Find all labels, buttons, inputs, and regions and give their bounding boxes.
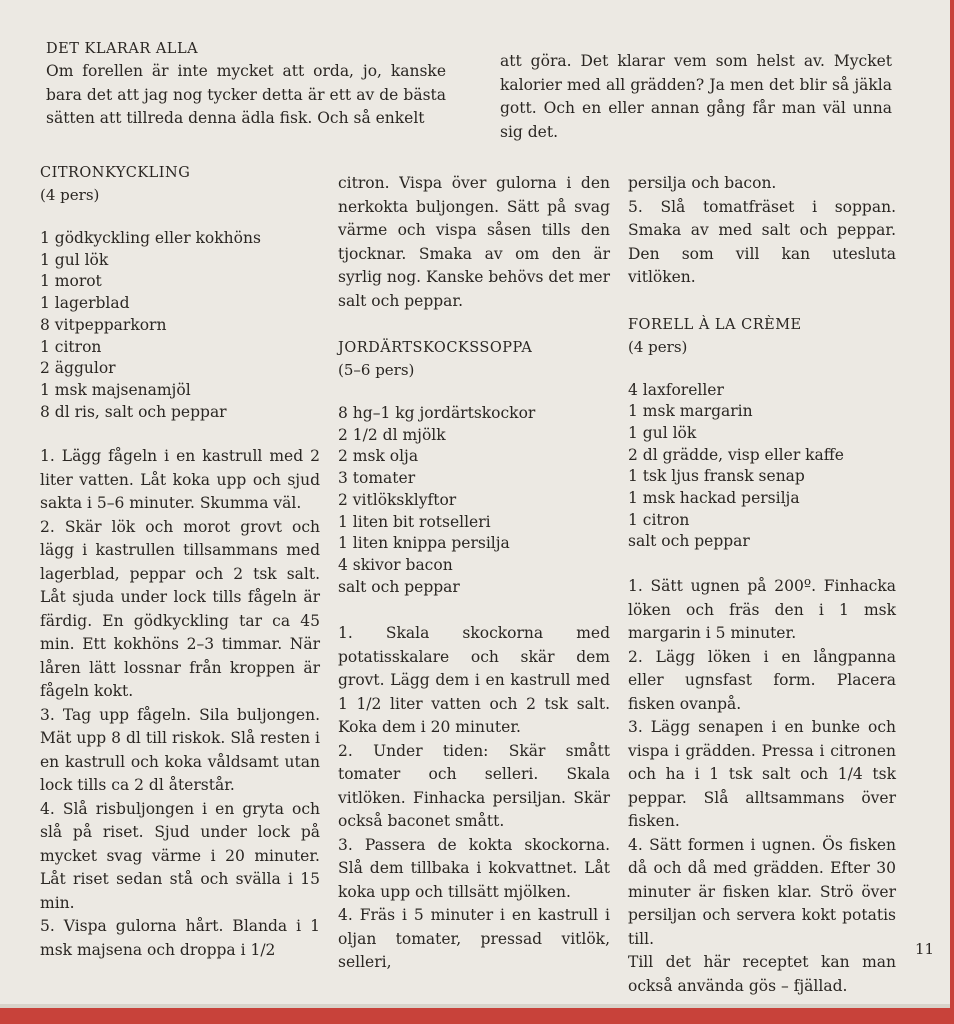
ingredient: salt och peppar [338,577,460,596]
ingredient: 1 citron [628,510,690,529]
step: 5. Slå tomatfräset i soppan. Smaka av med salt och peppar. Den som vill kan utesluta vitlöken. [628,197,896,286]
page-number: 11 [915,940,935,958]
recipe-title: JORDÄRTSKOCKSSOPPA [338,340,533,356]
ingredient: 1 gul lök [628,423,697,442]
step: 2. Under tiden: Skär smått tomater och selleri. Skala vitlöken. Finhacka persiljan. Skär också baconet smått. [338,741,610,831]
step: 2. Skär lök och morot grovt och lägg i kastrullen tillsammans med lagerblad, peppar och 2 tsk salt. Låt sjuda under lock tills fågeln är färdig. En gödkyckling tar ca 45 min. Ett kokhöns 2–3 timmar. När låren lätt lossnar från kroppen är fågeln kokt. [40,517,320,701]
recipe-citronkyckling [40,162,320,962]
ingredient: 2 1/2 dl mjölk [338,425,446,444]
ingredient: 1 msk majsenamjöl [40,380,191,399]
citronkyckling-continuation: citron. Vispa över gulorna i den nerkokta buljongen. Sätt på svag värme och vispa såsen tills den tjocknar. Smaka av om den är syrlig nog. Kanske behövs det mer salt och peppar. [338,174,610,310]
ingredient: 2 msk olja [338,447,419,466]
step: 3. Lägg senapen i en bunke och vispa i grädden. Pressa i citronen och ha i 1 tsk salt och 1/4 tsk peppar. Slå alltsammans över fisken. [628,718,896,831]
servings: (4 pers) [628,337,688,356]
ingredient: 1 lagerblad [40,294,130,313]
ingredient: 8 hg–1 kg jordärtskockor [338,404,536,422]
ingredient: 4 laxforeller [628,380,724,399]
ingredient: 1 liten bit rotselleri [338,512,491,531]
intro-left [46,38,446,131]
step: 5. Vispa gulorna hårt. Blanda i 1 msk majsena och droppa i 1/2 [40,917,320,959]
ingredient: 1 gul lök [40,250,109,269]
soppa-continuation: persilja och bacon. [628,174,777,192]
ingredient-list [338,403,610,598]
column-middle [338,172,610,975]
ingredient-list [628,380,896,554]
ingredient: 8 dl ris, salt och peppar [40,402,227,421]
ingredient: 2 vitlöksklyftor [338,490,457,509]
step: 1. Sätt ugnen på 200º. Finhacka löken och fräs den i 1 msk margarin i 5 minuter. [628,577,896,643]
intro-text-right: att göra. Det klarar vem som helst av. Mycket kalorier med all grädden? Ja men det blir så jäkla gott. Och en eller annan gång får man väl unna sig det. [500,52,892,141]
step: 2. Lägg löken i en långpanna eller ugnsfast form. Placera fisken ovanpå. [628,647,896,713]
ingredient: 3 tomater [338,469,416,488]
ingredient: 2 äggulor [40,359,116,378]
step: 1. Lägg fågeln i en kastrull med 2 liter vatten. Låt koka upp och sjud sakta i 5–6 minuter. Skumma väl. [40,447,320,513]
intro-text-left: Om forellen är inte mycket att orda, jo, kanske bara det att jag nog tycker detta är ett av de bästa sätten att tillreda denna ädla fisk. Och så enkelt [46,62,446,127]
step: 4. Fräs i 5 minuter i en kastrull i oljan tomater, pressad vitlök, selleri, [338,906,610,972]
recipe-note: Till det här receptet kan man också använda gös – fjällad. [628,953,896,995]
ingredient: 1 msk hackad persilja [628,489,800,508]
intro-right [500,50,892,144]
ingredient: 1 citron [40,337,102,356]
intro-heading: DET KLARAR ALLA [46,41,199,57]
step: 4. Sätt formen i ugnen. Ös fisken då och då med grädden. Efter 30 minuter är fisken klar. Strö över persiljan och servera kokt potatis till. [628,835,896,948]
ingredient: 1 gödkyckling eller kokhöns [40,229,261,247]
ingredient: salt och peppar [628,532,750,551]
column-right [628,172,896,998]
recipe-title: CITRONKYCKLING [40,165,191,181]
ingredient: 4 skivor bacon [338,555,453,574]
ingredient: 1 liten knippa persilja [338,534,510,553]
ingredient: 8 vitpepparkorn [40,315,167,334]
servings: (5–6 pers) [338,361,415,379]
recipe-title: FORELL À LA CRÈME [628,316,802,333]
ingredient: 1 tsk ljus fransk senap [628,467,805,486]
ingredient: 1 msk margarin [628,402,753,421]
ingredient: 2 dl grädde, visp eller kaffe [628,445,844,464]
servings: (4 pers) [40,186,100,204]
ingredient-list [40,228,320,423]
step: 3. Tag upp fågeln. Sila buljongen. Mät upp 8 dl till riskok. Slå resten i en kastrull och koka våldsamt utan lock tills ca 2 dl återstår. [40,705,320,795]
step: 4. Slå risbuljongen i en gryta och slå på riset. Sjud under lock på mycket svag värme i 20 minuter. Låt riset sedan stå och svälla i 15 min. [40,799,320,912]
ingredient: 1 morot [40,272,102,291]
step: 3. Passera de kokta skockorna. Slå dem tillbaka i kokvattnet. Låt koka upp och tillsätt mjölken. [338,835,610,901]
step: 1. Skala skockorna med potatisskalare och skär dem grovt. Lägg dem i en kastrull med 1 1/2 liter vatten och 2 tsk salt. Koka dem i 20 minuter. [338,624,610,737]
